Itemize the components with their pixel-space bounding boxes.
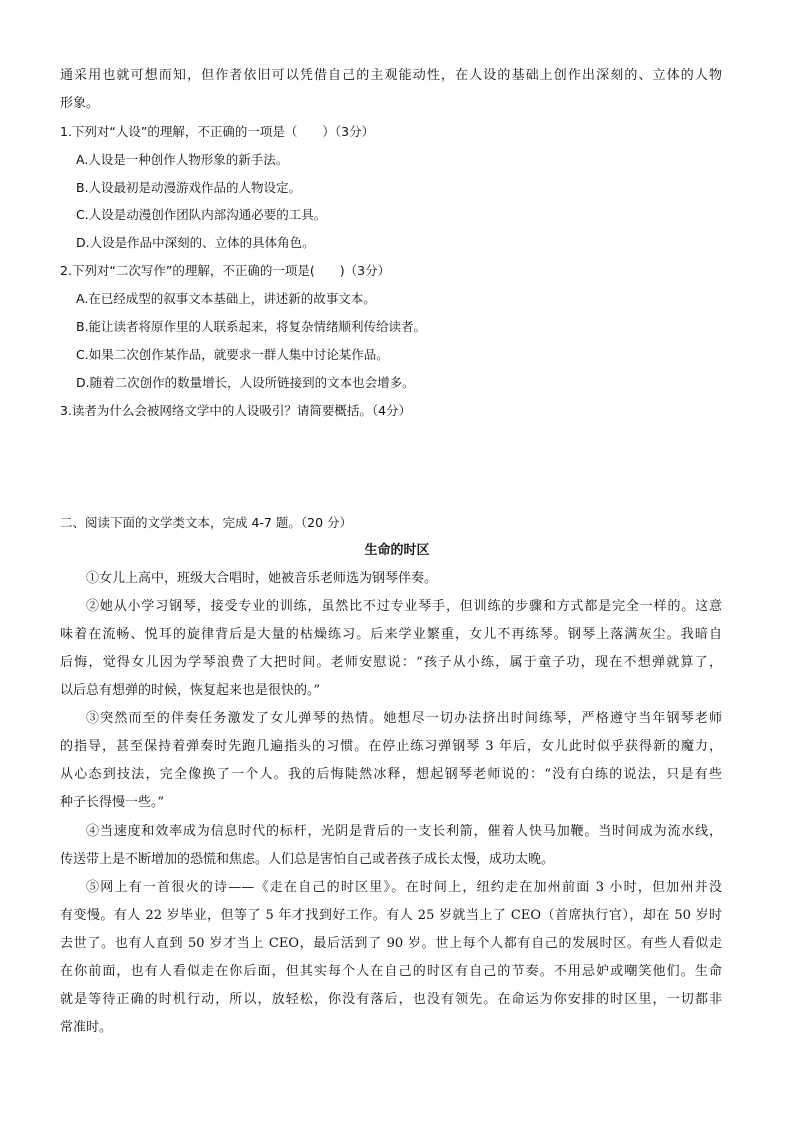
question-3-stem: 3.读者为什么会被网络文学中的人设吸引？请简要概括。（4分） (60, 403, 412, 418)
paragraph-3-line: 的指导，甚至保持着弹奏时先跑几遍指头的习惯。在停止练习弹钢琴 3 年后，女儿此时似乎获得新的魔力， (60, 739, 722, 754)
paragraph-2-line: ②她从小学习钢琴，接受专业的训练，虽然比不过专业琴手，但训练的步骤和方式都是完全一样的。这意 (86, 599, 722, 614)
question-2-option-a: A.在已经成型的叙事文本基础上，讲述新的故事文本。 (76, 291, 376, 306)
paragraph-5-line: 去世了。也有人直到 50 岁才当上 CEO，最后活到了 90 岁。世上每个人都有自己的发展时区。有些人看似走 (60, 936, 722, 951)
question-1-option-d: D.人设是作品中深刻的、立体的具体角色。 (76, 235, 315, 250)
paragraph-5-line: 就是等待正确的时机行动，所以，放轻松，你没有落后，也没有领先。在命运为你安排的时区里，一切都非 (60, 992, 722, 1007)
article-title: 生命的时区 (364, 543, 430, 558)
question-2-option-d: D.随着二次创作的数量增长，人设所链接到的文本也会增多。 (76, 375, 415, 390)
paragraph-5-line: 常准时。 (60, 1020, 113, 1035)
paragraph-5-line: ⑤网上有一首很火的诗——《走在自己的时区里》。在时间上，纽约走在加州前面 3 小时，但加州并没 (86, 880, 722, 895)
paragraph-3-line: ③突然而至的伴奏任务激发了女儿弹琴的热情。她想尽一切办法挤出时间练琴，严格遵守当年钢琴老师 (86, 711, 722, 726)
paragraph-4-line: 传送带上是不断增加的恐慌和焦虑。人们总是害怕自己或者孩子成长太慢，成功太晚。 (60, 852, 555, 867)
question-2-stem: 2.下列对“二次写作”的理解，不正确的一项是( )（3分） (60, 263, 391, 278)
paragraph-2-line: 味着在流畅、悦耳的旋律背后是大量的枯燥练习。后来学业繁重，女儿不再练琴。钢琴上落满灰尘。我暗自 (60, 627, 722, 642)
paragraph-2-line: 以后总有想弹的时候，恢复起来也是很快的。” (60, 683, 321, 698)
intro-line: 形象。 (60, 96, 100, 111)
paragraph-4-line: ④当速度和效率成为信息时代的标杆，光阴是背后的一支长利箭，催着人快马加鞭。当时间成为流水线， (86, 824, 722, 839)
question-1-option-a: A.人设是一种创作人物形象的新手法。 (76, 152, 289, 167)
question-1-option-b: B.人设最初是动漫游戏作品的人物设定。 (76, 180, 302, 195)
paragraph-5-line: 在你前面，也有人看似走在你后面，但其实每个人在自己的时区有自己的节奏。不用忌妒或嘲笑他们。生命 (60, 964, 722, 979)
question-1-option-c: C.人设是动漫创作团队内部沟通必要的工具。 (76, 207, 327, 222)
paragraph-3-line: 种子长得慢一些。” (60, 795, 165, 810)
paragraph-3-line: 从心态到技法，完全像换了一个人。我的后悔陡然冰释，想起钢琴老师说的：“没有白练的说法，只是有些 (60, 767, 722, 782)
question-1-stem: 1.下列对“人设”的理解，不正确的一项是（ ）（3分） (60, 124, 375, 139)
paragraph-2-line: 后悔，觉得女儿因为学琴浪费了大把时间。老师安慰说：“孩子从小练，属于童子功，现在不想弹就算了， (60, 655, 722, 670)
question-2-option-b: B.能让读者将原作里的人联系起来，将复杂情绪顺利传给读者。 (76, 319, 427, 334)
paragraph-1-line: ①女儿上高中，班级大合唱时，她被音乐老师选为钢琴伴奏。 (86, 571, 438, 586)
intro-line: 通采用也就可想而知，但作者依旧可以凭借自己的主观能动性，在人设的基础上创作出深刻的、立体的人物 (60, 68, 722, 83)
question-2-option-c: C.如果二次创作某作品，就要求一群人集中讨论某作品。 (76, 347, 389, 362)
paragraph-5-line: 有变慢。有人 22 岁毕业，但等了 5 年才找到好工作。有人 25 岁就当上了 CEO（首席执行官），却在 50 岁时 (60, 908, 722, 923)
section-heading: 二、阅读下面的文学类文本，完成 4-7 题。（20 分） (60, 515, 352, 530)
